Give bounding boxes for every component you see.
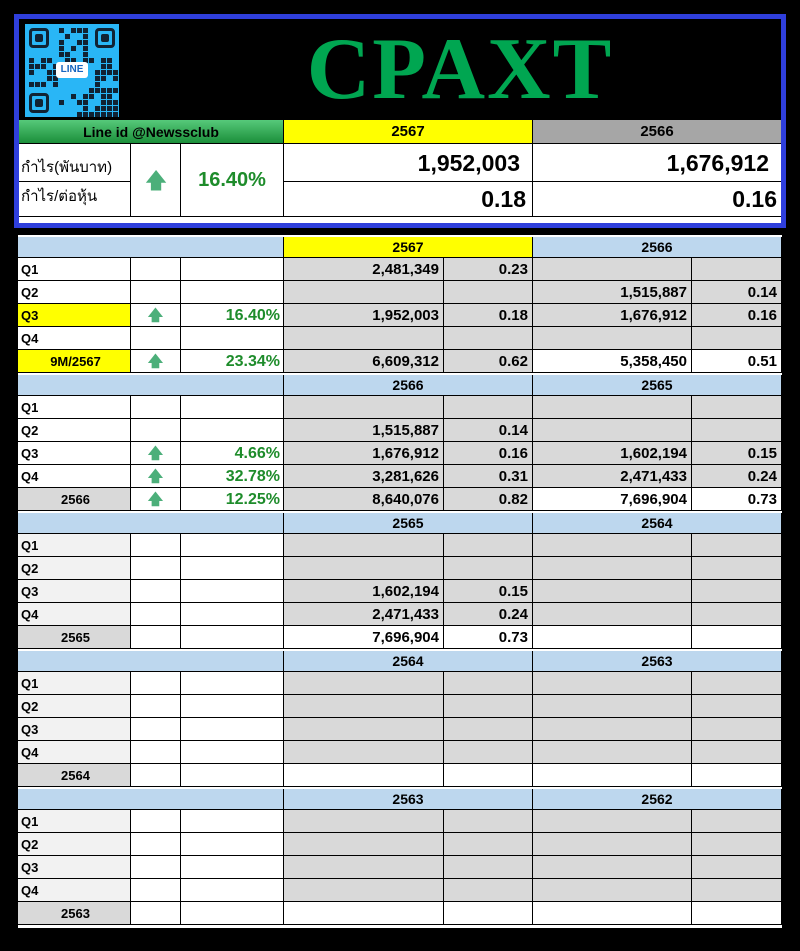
qr-module xyxy=(107,94,112,99)
profit-previous xyxy=(533,419,692,442)
row-label: Q1 xyxy=(18,258,131,281)
eps-current: 0.82 xyxy=(444,488,533,511)
qr-module xyxy=(95,70,100,75)
profit-current xyxy=(284,718,444,741)
qr-module xyxy=(77,40,82,45)
eps-current: 0.16 xyxy=(444,442,533,465)
qr-module xyxy=(53,82,58,87)
row-label: Q4 xyxy=(18,465,131,488)
arrow-up-icon: 🡅 xyxy=(131,442,181,465)
change-pct xyxy=(181,557,284,580)
qr-module xyxy=(41,82,46,87)
qr-module xyxy=(59,100,64,105)
profit-current: 1,676,912 xyxy=(284,442,444,465)
arrow-up-icon: 🡅 xyxy=(144,168,168,193)
summary-year-current: 2567 xyxy=(284,120,533,144)
qr-module xyxy=(65,34,70,39)
block-year-current: 2565 xyxy=(284,513,533,534)
change-pct xyxy=(181,396,284,419)
block-year-current: 2564 xyxy=(284,651,533,672)
eps-previous: 0.16 xyxy=(692,304,782,327)
profit-previous: 5,358,450 xyxy=(533,350,692,373)
qr-module xyxy=(113,106,118,111)
block-year-previous: 2563 xyxy=(533,651,782,672)
block-header-spacer xyxy=(18,789,284,810)
eps-previous xyxy=(692,603,782,626)
qr-module xyxy=(95,82,100,87)
qr-module xyxy=(29,64,34,69)
row-label: Q3 xyxy=(18,718,131,741)
profit-previous xyxy=(533,764,692,787)
qr-module xyxy=(107,106,112,111)
qr-module xyxy=(101,70,106,75)
row-label: Q2 xyxy=(18,833,131,856)
eps-current xyxy=(444,281,533,304)
profit-current xyxy=(284,902,444,925)
change-pct xyxy=(181,833,284,856)
eps-previous xyxy=(692,741,782,764)
row-label: Q4 xyxy=(18,327,131,350)
eps-previous xyxy=(692,810,782,833)
qr-module xyxy=(107,58,112,63)
profit-current xyxy=(284,833,444,856)
change-pct: 32.78% xyxy=(181,465,284,488)
eps-current xyxy=(444,396,533,419)
change-pct xyxy=(181,534,284,557)
page-title: CPAXT xyxy=(306,21,614,118)
profit-previous xyxy=(533,327,692,350)
qr-module xyxy=(113,112,118,117)
qr-module xyxy=(35,64,40,69)
qr-module xyxy=(77,112,82,117)
summary-eps-previous: 0.16 xyxy=(533,182,781,217)
qr-module xyxy=(83,106,88,111)
qr-module xyxy=(95,106,100,111)
change-pct xyxy=(181,764,284,787)
qr-module xyxy=(47,58,52,63)
qr-module xyxy=(59,28,64,33)
qr-module xyxy=(89,112,94,117)
profit-previous xyxy=(533,603,692,626)
qr-module xyxy=(89,88,94,93)
qr-module xyxy=(29,58,34,63)
qr-module xyxy=(47,76,52,81)
line-qr-code[interactable] xyxy=(25,24,119,117)
row-label: Q4 xyxy=(18,741,131,764)
profit-current: 1,602,194 xyxy=(284,580,444,603)
profit-previous: 1,676,912 xyxy=(533,304,692,327)
line-logo: LINE xyxy=(56,62,88,78)
row-label: Q2 xyxy=(18,281,131,304)
profit-previous xyxy=(533,580,692,603)
qr-module xyxy=(47,70,52,75)
profit-previous xyxy=(533,258,692,281)
qr-module xyxy=(83,46,88,51)
profit-current xyxy=(284,396,444,419)
qr-module xyxy=(95,76,100,81)
qr-module xyxy=(83,112,88,117)
eps-current xyxy=(444,833,533,856)
qr-module xyxy=(77,100,82,105)
qr-module xyxy=(107,112,112,117)
profit-previous xyxy=(533,810,692,833)
profit-previous xyxy=(533,741,692,764)
change-arrow-cell xyxy=(131,718,181,741)
eps-current xyxy=(444,327,533,350)
eps-previous xyxy=(692,718,782,741)
profit-previous xyxy=(533,672,692,695)
qr-module xyxy=(101,100,106,105)
qr-module xyxy=(71,94,76,99)
change-arrow-cell xyxy=(131,672,181,695)
change-pct xyxy=(181,419,284,442)
row-label: 9M/2567 xyxy=(18,350,131,373)
profit-previous xyxy=(533,396,692,419)
change-pct xyxy=(181,626,284,649)
qr-module xyxy=(107,64,112,69)
change-arrow-cell xyxy=(131,534,181,557)
eps-previous xyxy=(692,327,782,350)
eps-previous xyxy=(692,879,782,902)
line-id-label[interactable]: Line id @Newssclub xyxy=(19,120,284,144)
qr-module xyxy=(83,34,88,39)
profit-current: 2,481,349 xyxy=(284,258,444,281)
arrow-up-icon: 🡅 xyxy=(131,465,181,488)
eps-label: กำไร/ต่อหุ้น xyxy=(19,182,131,217)
change-pct xyxy=(181,327,284,350)
arrow-up-icon: 🡅 xyxy=(131,488,181,511)
change-pct xyxy=(181,281,284,304)
eps-previous xyxy=(692,419,782,442)
summary-profit-previous: 1,676,912 xyxy=(533,144,781,182)
qr-module xyxy=(59,40,64,45)
block-year-previous: 2564 xyxy=(533,513,782,534)
eps-current xyxy=(444,695,533,718)
profit-current: 1,515,887 xyxy=(284,419,444,442)
eps-current xyxy=(444,534,533,557)
qr-module xyxy=(41,58,46,63)
eps-current: 0.24 xyxy=(444,603,533,626)
qr-module xyxy=(113,88,118,93)
row-label: Q3 xyxy=(18,442,131,465)
qr-module xyxy=(83,40,88,45)
change-arrow-cell xyxy=(131,258,181,281)
qr-module xyxy=(95,88,100,93)
profit-current xyxy=(284,856,444,879)
row-label: 2564 xyxy=(18,764,131,787)
eps-current: 0.23 xyxy=(444,258,533,281)
qr-module xyxy=(107,70,112,75)
block-year-previous: 2566 xyxy=(533,237,782,258)
eps-previous: 0.15 xyxy=(692,442,782,465)
qr-module xyxy=(83,100,88,105)
change-pct: 4.66% xyxy=(181,442,284,465)
qr-module xyxy=(113,76,118,81)
profit-current: 6,609,312 xyxy=(284,350,444,373)
eps-previous: 0.51 xyxy=(692,350,782,373)
eps-previous xyxy=(692,695,782,718)
qr-module xyxy=(101,112,106,117)
qr-module xyxy=(41,64,46,69)
profit-current xyxy=(284,534,444,557)
summary-year-previous: 2566 xyxy=(533,120,781,144)
change-arrow-cell xyxy=(131,419,181,442)
row-label: 2565 xyxy=(18,626,131,649)
block-header-spacer xyxy=(18,651,284,672)
qr-module xyxy=(59,52,64,57)
eps-current: 0.14 xyxy=(444,419,533,442)
profit-previous xyxy=(533,626,692,649)
profit-current xyxy=(284,557,444,580)
block-header-spacer xyxy=(18,237,284,258)
arrow-up-icon: 🡅 xyxy=(131,304,181,327)
profit-previous: 1,515,887 xyxy=(533,281,692,304)
row-label: Q1 xyxy=(18,672,131,695)
eps-current xyxy=(444,879,533,902)
eps-current xyxy=(444,557,533,580)
row-label: 2566 xyxy=(18,488,131,511)
profit-previous: 1,602,194 xyxy=(533,442,692,465)
profit-current xyxy=(284,879,444,902)
row-label: Q4 xyxy=(18,603,131,626)
profit-previous xyxy=(533,695,692,718)
eps-previous xyxy=(692,580,782,603)
profit-previous xyxy=(533,557,692,580)
qr-module xyxy=(83,52,88,57)
qr-module xyxy=(89,58,94,63)
profit-previous: 7,696,904 xyxy=(533,488,692,511)
eps-current xyxy=(444,902,533,925)
summary-change-pct: 16.40% xyxy=(181,144,284,217)
change-pct xyxy=(181,603,284,626)
change-arrow-cell xyxy=(131,396,181,419)
profit-current xyxy=(284,695,444,718)
row-label: Q2 xyxy=(18,419,131,442)
qr-module xyxy=(89,94,94,99)
change-arrow-cell xyxy=(131,879,181,902)
eps-current: 0.18 xyxy=(444,304,533,327)
profit-label: กำไร(พันบาท) xyxy=(19,144,131,182)
row-label: Q1 xyxy=(18,534,131,557)
eps-previous xyxy=(692,258,782,281)
eps-current xyxy=(444,672,533,695)
qr-module xyxy=(29,82,34,87)
eps-current: 0.31 xyxy=(444,465,533,488)
change-arrow-cell xyxy=(131,281,181,304)
eps-previous xyxy=(692,396,782,419)
row-label: Q3 xyxy=(18,580,131,603)
profit-current: 8,640,076 xyxy=(284,488,444,511)
change-arrow-cell xyxy=(131,626,181,649)
qr-module xyxy=(71,46,76,51)
profit-previous: 2,471,433 xyxy=(533,465,692,488)
summary-eps-current: 0.18 xyxy=(284,182,533,217)
qr-module xyxy=(95,112,100,117)
profit-current: 7,696,904 xyxy=(284,626,444,649)
change-arrow-cell xyxy=(131,603,181,626)
eps-previous: 0.24 xyxy=(692,465,782,488)
qr-module xyxy=(101,106,106,111)
row-label: Q2 xyxy=(18,557,131,580)
eps-previous xyxy=(692,626,782,649)
row-label: Q1 xyxy=(18,396,131,419)
change-arrow-cell xyxy=(131,580,181,603)
change-pct xyxy=(181,718,284,741)
change-pct xyxy=(181,810,284,833)
qr-module xyxy=(101,94,106,99)
row-label: Q1 xyxy=(18,810,131,833)
change-pct xyxy=(181,695,284,718)
profit-previous xyxy=(533,534,692,557)
qr-module xyxy=(83,28,88,33)
change-pct: 16.40% xyxy=(181,304,284,327)
eps-current: 0.15 xyxy=(444,580,533,603)
block-header-spacer xyxy=(18,513,284,534)
change-pct xyxy=(181,902,284,925)
eps-current: 0.73 xyxy=(444,626,533,649)
qr-module xyxy=(59,46,64,51)
profit-previous xyxy=(533,879,692,902)
row-label: Q2 xyxy=(18,695,131,718)
qr-module xyxy=(101,88,106,93)
eps-current xyxy=(444,764,533,787)
profit-current: 1,952,003 xyxy=(284,304,444,327)
eps-previous xyxy=(692,557,782,580)
profit-previous xyxy=(533,856,692,879)
profit-current xyxy=(284,810,444,833)
change-arrow-cell xyxy=(131,810,181,833)
summary-change-arrow-cell xyxy=(131,144,181,217)
qr-module xyxy=(77,28,82,33)
qr-finder-icon xyxy=(29,28,49,48)
profit-current xyxy=(284,741,444,764)
profit-previous xyxy=(533,902,692,925)
qr-module xyxy=(101,64,106,69)
change-arrow-cell xyxy=(131,327,181,350)
profit-current xyxy=(284,281,444,304)
change-pct xyxy=(181,856,284,879)
row-label: 2563 xyxy=(18,902,131,925)
row-label: Q4 xyxy=(18,879,131,902)
row-label: Q3 xyxy=(18,856,131,879)
qr-module xyxy=(29,70,34,75)
eps-current xyxy=(444,741,533,764)
eps-current xyxy=(444,856,533,879)
eps-previous xyxy=(692,534,782,557)
profit-previous xyxy=(533,718,692,741)
qr-finder-icon xyxy=(95,28,115,48)
eps-previous xyxy=(692,902,782,925)
block-year-current: 2566 xyxy=(284,375,533,396)
block-year-previous: 2562 xyxy=(533,789,782,810)
change-pct: 23.34% xyxy=(181,350,284,373)
block-year-previous: 2565 xyxy=(533,375,782,396)
summary-profit-current: 1,952,003 xyxy=(284,144,533,182)
eps-previous xyxy=(692,672,782,695)
change-arrow-cell xyxy=(131,856,181,879)
profit-current: 2,471,433 xyxy=(284,603,444,626)
profit-current xyxy=(284,327,444,350)
qr-module xyxy=(107,88,112,93)
change-arrow-cell xyxy=(131,902,181,925)
profit-current xyxy=(284,672,444,695)
change-pct xyxy=(181,879,284,902)
change-pct: 12.25% xyxy=(181,488,284,511)
change-arrow-cell xyxy=(131,741,181,764)
qr-module xyxy=(101,76,106,81)
block-year-current: 2563 xyxy=(284,789,533,810)
change-pct xyxy=(181,741,284,764)
change-arrow-cell xyxy=(131,764,181,787)
qr-module xyxy=(83,94,88,99)
change-pct xyxy=(181,580,284,603)
eps-previous xyxy=(692,764,782,787)
change-arrow-cell xyxy=(131,695,181,718)
arrow-up-icon: 🡅 xyxy=(131,350,181,373)
eps-previous: 0.14 xyxy=(692,281,782,304)
profit-current: 3,281,626 xyxy=(284,465,444,488)
block-header-spacer xyxy=(18,375,284,396)
block-year-current: 2567 xyxy=(284,237,533,258)
qr-module xyxy=(65,52,70,57)
eps-current: 0.62 xyxy=(444,350,533,373)
eps-current xyxy=(444,810,533,833)
change-pct xyxy=(181,672,284,695)
eps-previous xyxy=(692,833,782,856)
change-pct xyxy=(181,258,284,281)
eps-current xyxy=(444,718,533,741)
qr-module xyxy=(107,100,112,105)
qr-module xyxy=(101,58,106,63)
change-arrow-cell xyxy=(131,557,181,580)
eps-previous xyxy=(692,856,782,879)
qr-module xyxy=(35,82,40,87)
qr-module xyxy=(71,28,76,33)
qr-finder-icon xyxy=(29,93,49,113)
qr-module xyxy=(113,70,118,75)
eps-previous: 0.73 xyxy=(692,488,782,511)
row-label: Q3 xyxy=(18,304,131,327)
profit-previous xyxy=(533,833,692,856)
qr-module xyxy=(113,100,118,105)
change-arrow-cell xyxy=(131,833,181,856)
profit-current xyxy=(284,764,444,787)
